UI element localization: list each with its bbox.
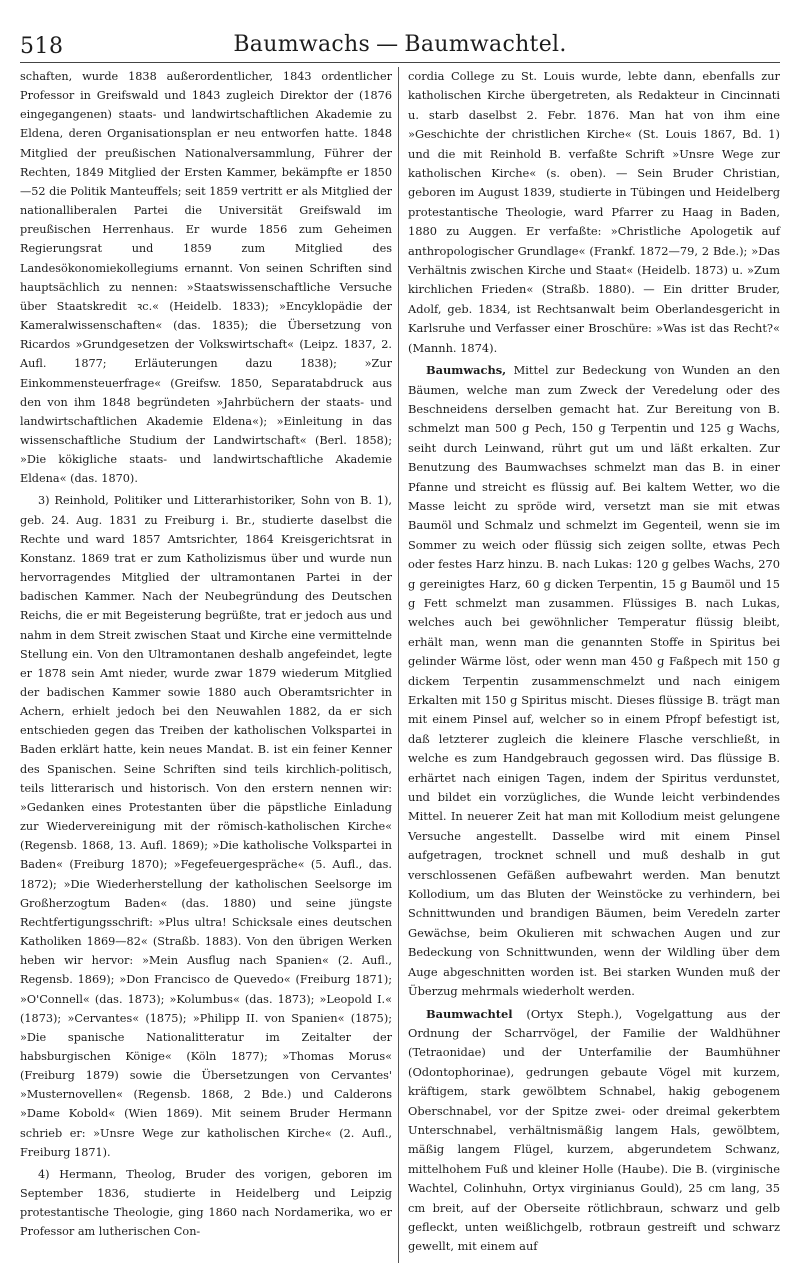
running-title bbox=[20, 32, 780, 57]
left-column bbox=[20, 67, 392, 1245]
page-header bbox=[20, 28, 780, 62]
entry-baumwachtel bbox=[408, 1005, 780, 1257]
paragraph-reinhold: 3) Reinhold, Politiker und Litterarhistoriker, Sohn von B. 1), geb. 24. Aug. 1831 zu Freiburg i. Br., studierte daselbst die Rechte und ward 1857 Amtsrichter, 1864 Kreisgerichtsrat in Konstanz. 1869 trat er zum Katholizismus über und wurde nun hervorragendes Mitglied der ultramontanen Partei in der badischen Kammer. Nach der Neubegründung des Deutschen Reichs, die er mit Begeisterung begrüßte, trat er jedoch aus und nahm in dem Streit zwischen Staat und Kirche eine vermittelnde Stellung ein. Von den Ultramontanen deshalb angefeindet, legte er 1878 sein Amt nieder, wurde zwar 1879 wiederum Mitglied der badischen Kammer sowie 1880 auch Oberamtsrichter in Achern, erhielt jedoch bei den Neuwahlen 1882, da er sich entschieden gegen das Treiben der katholischen Volkspartei in Baden erklärt hatte, kein neues Mandat. B. ist ein feiner Kenner des Spanischen. Seine Schriften sind teils kirchlich-politisch, teils litterarisch und historisch. Von den erstern nennen wir: »Gedanken eines Protestanten über die päpstliche Einladung zur Wiedervereinigung mit der römisch-katholischen Kirche« (Regensb. 1868, 13. Aufl. 1869); »Die katholische Volkspartei in Baden« (Freiburg 1870); »Fegefeuergespräche« (5. Aufl., das. 1872); »Die Wiederherstellung der katholischen Seelsorge im Großherzogtum Baden« (das. 1880) und seine jüngste Rechtfertigungsschrift: »Plus ultra! Schicksale eines deutschen Katholiken 1869—82« (Straßb. 1883). Von den übrigen Werken heben wir hervor: »Mein Ausflug nach Spanien« (2. Aufl., Regensb. 1869); »Don Francisco de Quevedo« (Freiburg 1871); »O'Connell« (das. 1873); »Kolumbus« (das. 1873); »Leopold I.« (1873); »Cervantes« (1875); »Philipp II. von Spanien« (1875); »Die spanische Nationalitteratur im Zeitalter der habsburgischen Könige« (Köln 1877); »Thomas Morus« (Freiburg 1879) sowie die Übersetzungen von Cervantes' »Musternovellen« (Regensb. 1868, 2 Bde.) und Calderons »Dame Kobold« (Wien 1869). Mit seinem Bruder Hermann schrieb er: »Unsre Wege zur katholischen Kirche« (2. Aufl., Freiburg 1871). bbox=[20, 494, 392, 1159]
entry-baumwachs-text: Mittel zur Bedeckung von Wunden an den Bäumen, welche man zum Zweck der Veredelung oder des Beschneidens derselben gemacht hat. Zur Bereitung von B. schmelzt man 500 g Pech, 150 g Terpentin und 125 g Wachs, seiht durch Leinwand, rührt gut um und läßt erkalten. Zur Benutzung des Baumwachses schmelzt man das B. in einer Pfanne und streicht es flüssig auf. Bei kaltem Wetter, wo die Masse leicht zu spröde wird, versetzt man sie mit etwas Baumöl und Schmalz und schmelzt im Gegenteil, wenn sie im Sommer zu weich oder flüssig sich zeigen sollte, etwas Pech oder festes Harz hinzu. B. nach Lukas: 120 g gelbes Wachs, 270 g gereinigtes Harz, 60 g dicken Terpentin, 15 g Baumöl und 15 g Fett schmelzt man zusammen. Flüssiges B. nach Lukas, welches auch bei gewöhnlicher Temperatur flüssig bleibt, erhält man, wenn man die genannten Stoffe in Spiritus bei gelinder Wärme löst, oder wenn man 450 g Faßpech mit 150 g dickem Terpentin zusammenschmelzt und nach einigem Erkalten mit 150 g Spiritus mischt. Dieses flüssige B. trägt man mit einem Pinsel auf, welcher so in einem Pfropf befestigt ist, daß letzterer zugleich die kleinere Flasche verschließt, in welche es zum Handgebrauch gegossen wird. Das flüssige B. erhärtet nach einigen Tagen, indem der Spiritus verdunstet, und bildet ein vorzügliches, die Wunde leicht verbindendes Mittel. In neuerer Zeit hat man mit Kollodium meist gelungene Versuche angestellt. Dasselbe wird mit einem Pinsel aufgetragen, trocknet schnell und muß deshalb in gut verschlossenen Gefäßen aufbewahrt werden. Man benutzt Kollodium, um das Bluten der Weinstöcke zu verhindern, bei Schnittwunden und brandigen Bäumen, beim Veredeln zarter Gewächse, beim Okulieren mit schwachen Augen und zur Bedeckung von Schnittwunden, wenn der Wildling über dem Auge abgeschnitten worden ist. Bei starken Wunden muß der Überzug mehrmals wiederholt werden. bbox=[408, 363, 780, 999]
entry-baumwachtel-text: (Ortyx Steph.), Vogelgattung aus der Ordnung der Scharrvögel, der Familie der Waldhühner (Tetraonidae) und der Unterfamilie der Baumhühner (Odontophorinae), gedrungen gebaute Vögel mit kurzem, kräftigem, stark gewölbtem Schnabel, hakig gebogenem Oberschnabel, vor der Spitze zwei- oder dreimal gekerbtem Unterschnabel, verhältnismäßig langem Hals, gewölbtem, mäßig langem Flügel, kurzem, abgerundetem Schwanz, mittelhohem Fuß und kleiner Holle (Haube). Die B. (virginische Wachtel, Colinhuhn, Ortyx virginianus Gould), 25 cm lang, 35 cm breit, auf der Oberseite rötlichbraun, schwarz und gelb gefleckt, unten weißlichgelb, rotbraun gestreift und schwarz gewellt, mit einem auf bbox=[408, 1006, 780, 1254]
running-title-right: Baumwachtel. bbox=[404, 32, 567, 57]
running-title-left: Baumwachs bbox=[233, 32, 371, 57]
running-title-separator: — bbox=[376, 32, 399, 57]
paragraph-hermann: 4) Hermann, Theolog, Bruder des vorigen, geboren im September 1836, studierte in Heidelberg und Leipzig protestantische Theologie, ging 1860 nach Nordamerika, wo er Professor am lutherischen Con- bbox=[20, 1167, 392, 1239]
headword-baumwachtel: Baumwachtel bbox=[426, 1006, 513, 1021]
column-divider bbox=[398, 67, 399, 1263]
headword-baumwachs: Baumwachs, bbox=[426, 363, 507, 378]
entry-baumwachs bbox=[408, 361, 780, 1001]
page-number: 518 bbox=[20, 34, 64, 59]
paragraph-continuation: schaften, wurde 1838 außerordentlicher, 1843 ordentlicher Professor in Greifswald und 1843 zugleich Direktor der (1876 eingegangenen) staats- und landwirtschaftlichen Akademie zu Eldena, deren Organisationsplan er neu entworfen hatte. 1848 Mitglied der preußischen Nationalversammlung, Führer der Rechten, 1849 Mitglied der Ersten Kammer, bekämpfte er 1850—52 die Politik Manteuffels; seit 1859 vertritt er als Mitglied der nationalliberalen Partei die Universität Greifswald im preußischen Herrenhaus. Er wurde 1856 zum Geheimen Regierungsrat und 1859 zum Mitglied des Landesökonomiekollegiums ernannt. Von seinen Schriften sind hauptsächlich zu nennen: »Staatswissenschaftliche Versuche über Staatskredit ꝛc.« (Heidelb. 1833); »Encyklopädie der Kameralwissenschaften« (das. 1835); die Übersetzung von Ricardos »Grundgesetzen der Volkswirtschaft« (Leipz. 1837, 2. Aufl. 1877; Erläuterungen dazu 1838); »Zur Einkommensteuerfrage« (Greifsw. 1850, Separatabdruck aus den von ihm 1848 begründeten »Jahrbüchern der staats- und landwirtschaftlichen Akademie Eldena«); »Einleitung in das wissenschaftliche Studium der Landwirtschaft« (Berl. 1858); »Die kökigliche staats- und landwirtschaftliche Akademie Eldena« (das. 1870). bbox=[20, 70, 392, 486]
header-rule bbox=[20, 62, 780, 63]
paragraph-continuation-right: cordia College zu St. Louis wurde, lebte dann, ebenfalls zur katholischen Kirche übergetreten, als Redakteur in Cincinnati u. starb daselbst 2. Febr. 1876. Man hat von ihm eine »Geschichte der christlichen Kirche« (St. Louis 1867, Bd. 1) und die mit Reinhold B. verfaßte Schrift »Unsre Wege zur katholischen Kirche« (s. oben). — Sein Bruder Christian, geboren im August 1839, studierte in Tübingen und Heidelberg protestantische Theologie, ward Pfarrer zu Haag in Baden, 1880 zu Auggen. Er verfaßte: »Christliche Apologetik auf anthropologischer Grundlage« (Frankf. 1872—79, 2 Bde.); »Das Verhältnis zwischen Kirche und Staat« (Heidelb. 1873) u. »Zum kirchlichen Frieden« (Straßb. 1880). — Ein dritter Bruder, Adolf, geb. 1834, ist Rechtsanwalt beim Oberlandesgericht in Karlsruhe und Verfasser einer Broschüre: »Was ist das Recht?« (Mannh. 1874). bbox=[408, 69, 780, 355]
right-column bbox=[408, 67, 780, 1260]
